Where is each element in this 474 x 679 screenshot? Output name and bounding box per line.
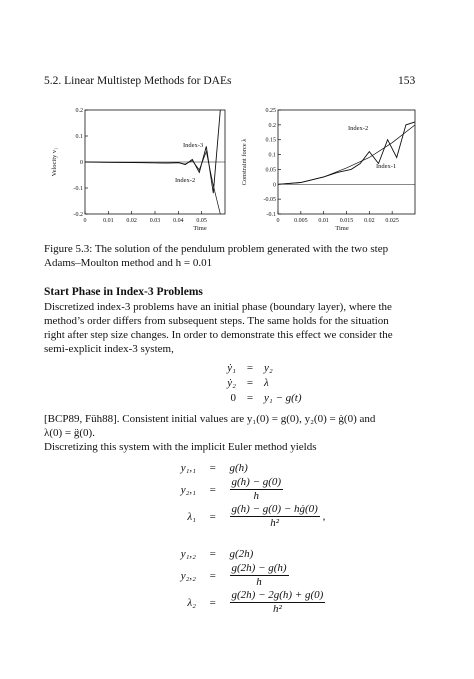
- velocity-chart: [40, 102, 230, 232]
- series-line-index-2: [85, 152, 220, 214]
- y-axis-label: Constraint force λ: [241, 138, 248, 186]
- section-title: Start Phase in Index-3 Problems: [44, 286, 203, 298]
- y-tick-label: 0.05: [265, 167, 276, 174]
- x-tick-label: 0.01: [103, 218, 114, 224]
- y-tick-label: -0.2: [73, 212, 83, 218]
- eq-lhs: y₁,₁: [180, 462, 196, 474]
- page-number: 153: [398, 75, 416, 87]
- text-line: [BCP89, Füh88]. Consistent initial values are y₁(0) = g(0), y₂(0) = ġ(0) and: [44, 413, 376, 425]
- fraction: [230, 562, 289, 589]
- x-tick-label: 0.05: [196, 218, 207, 224]
- numerator: g(h) − g(0) − hġ(0): [231, 503, 318, 515]
- text-line: Discretized index-3 problems have an initial phase (boundary layer), where the: [44, 301, 392, 313]
- eq-lhs: ẏ₁: [227, 362, 236, 374]
- fraction: [230, 476, 284, 503]
- plot-frame: [278, 110, 415, 214]
- y-tick-label: -0.1: [73, 186, 83, 192]
- caption-line: Figure 5.3: The solution of the pendulum problem generated with the two step: [44, 243, 389, 255]
- y-tick-label: 0.2: [268, 122, 276, 129]
- equation-row: [206, 392, 326, 407]
- eq-lhs: y₁,₂: [180, 548, 196, 560]
- eq-lhs: λ₂: [187, 596, 196, 609]
- y-tick-label: -0.1: [266, 212, 276, 218]
- eq-rhs: y₂: [264, 362, 273, 374]
- eq-rhs: y₁ − g(t): [264, 392, 302, 404]
- denominator: h²: [270, 517, 280, 529]
- eq-sign: =: [209, 596, 216, 609]
- x-tick-label: 0.03: [149, 218, 161, 224]
- text-line: λ(0) = g̈(0).: [44, 427, 95, 439]
- axis-ticks: [74, 108, 226, 224]
- series-line-index-2: [278, 122, 415, 184]
- eq-sign: =: [209, 462, 216, 474]
- y-tick-label: 0.25: [265, 108, 276, 114]
- eq-rhs: λ: [264, 377, 269, 389]
- text-line: Discretizing this system with the implicit Euler method yields: [44, 441, 317, 453]
- y-tick-label: 0: [273, 182, 276, 189]
- x-tick-label: 0.015: [339, 218, 354, 224]
- eq-sign: =: [209, 569, 216, 582]
- eq-lhs: y₂,₁: [180, 483, 196, 496]
- y-tick-label: 0.2: [75, 108, 83, 114]
- x-tick-label: 0.02: [364, 218, 375, 224]
- equation-row: [206, 362, 326, 377]
- text-line: right after step size changes. In order to demonstrate this effect we consider the: [44, 329, 393, 341]
- y-axis-label: Velocity v₁: [51, 147, 58, 177]
- annotation-index-2: Index-2: [175, 177, 196, 184]
- y-tick-label: -0.05: [263, 197, 276, 204]
- x-tick-label: 0.005: [294, 218, 308, 224]
- eq-sign: =: [246, 392, 254, 404]
- eq-sign: =: [209, 510, 216, 523]
- equation-row: [206, 377, 326, 392]
- paragraph: [44, 412, 444, 454]
- constraint-force-chart: [230, 102, 420, 232]
- numerator: g(h) − g(0): [231, 476, 282, 488]
- annotation-index-3: Index-3: [183, 142, 204, 149]
- figure-caption: [44, 242, 444, 270]
- series-lines: [278, 122, 415, 184]
- x-tick-label: 0.025: [385, 218, 399, 224]
- series-line-index-3: [85, 110, 220, 193]
- eq-rhs: g(h): [229, 462, 248, 474]
- equation-system: [206, 362, 326, 407]
- equation-row: [168, 476, 283, 503]
- equation-row: [168, 562, 289, 589]
- x-axis-label: Time: [193, 225, 207, 232]
- running-header: 5.2. Linear Multistep Methods for DAEs: [44, 75, 232, 87]
- equation-row: [168, 503, 325, 530]
- fraction: [230, 503, 320, 530]
- y-tick-label: 0.15: [265, 137, 276, 144]
- eq-sign: =: [209, 483, 216, 496]
- comma: ,: [322, 510, 326, 523]
- equation-row: [168, 589, 325, 616]
- eq-lhs: 0: [230, 392, 236, 404]
- annotation-index-1: Index-1: [376, 163, 397, 170]
- x-tick-label: 0.02: [126, 218, 137, 224]
- y-tick-label: 0.1: [75, 134, 83, 140]
- caption-line: Adams–Moulton method and h = 0.01: [44, 257, 213, 269]
- eq-lhs: ẏ₂: [227, 377, 236, 389]
- text-line: method’s order differs from subsequent steps. The same holds for the situation: [44, 315, 389, 327]
- equation-row: [168, 462, 248, 474]
- series-line-index-1: [278, 125, 415, 184]
- annotation-index-2: Index-2: [348, 125, 369, 132]
- x-tick-label: 0.01: [318, 218, 329, 224]
- paragraph: [44, 300, 444, 356]
- eq-lhs: y₂,₂: [180, 569, 196, 582]
- x-tick-label: 0: [83, 218, 87, 224]
- x-tick-label: 0: [276, 218, 280, 224]
- text-line: semi-explicit index-3 system,: [44, 343, 174, 355]
- numerator: g(2h) − g(h): [231, 562, 287, 574]
- y-tick-label: 0: [80, 160, 83, 166]
- eq-rhs: g(2h): [229, 548, 254, 560]
- eq-sign: =: [246, 362, 254, 374]
- eq-sign: =: [209, 548, 216, 560]
- fraction: [230, 589, 326, 616]
- y-tick-label: 0.1: [268, 152, 276, 159]
- denominator: h²: [273, 603, 282, 615]
- x-tick-label: 0.04: [173, 218, 184, 224]
- eq-sign: =: [246, 377, 254, 389]
- equation-row: [168, 548, 253, 560]
- eq-lhs: λ₁: [187, 510, 196, 523]
- denominator: h: [253, 490, 260, 502]
- numerator: g(2h) − 2g(h) + g(0): [231, 589, 324, 601]
- x-axis-label: Time: [335, 225, 349, 232]
- denominator: h: [256, 576, 262, 588]
